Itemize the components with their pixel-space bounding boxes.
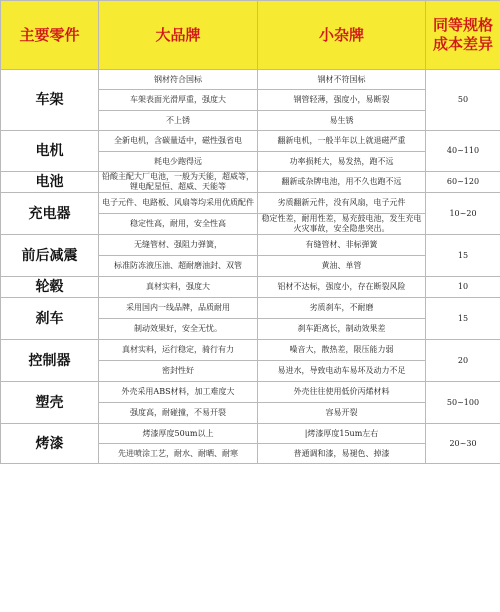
small-brand-cell: 刹车距离长，制动效果差: [258, 319, 426, 340]
part-name: 轮毂: [1, 277, 99, 298]
part-name: 控制器: [1, 340, 99, 382]
big-brand-cell: 密封性好: [99, 361, 258, 382]
small-brand-cell: 外壳往往使用低价丙烯材料: [258, 382, 426, 403]
table-row: [1, 424, 500, 444]
part-name: 电池: [1, 172, 99, 193]
small-brand-cell: 翻新电机，一般半年以上就退磁严重: [258, 131, 426, 152]
cost-diff-cell: 50~100: [426, 382, 500, 424]
cost-diff-cell: 10: [426, 277, 500, 298]
cost-diff-cell: 20: [426, 340, 500, 382]
big-brand-cell: 强度高，耐碰撞，不易开裂: [99, 403, 258, 424]
part-name: 塑壳: [1, 382, 99, 424]
small-brand-cell: 容易开裂: [258, 403, 426, 424]
table-row: [1, 172, 500, 193]
small-brand-cell: |烤漆厚度15um左右: [258, 424, 426, 444]
part-name: 前后减震: [1, 235, 99, 277]
cost-diff-cell: 10~20: [426, 193, 500, 235]
big-brand-cell: 标准防冻液压油、超耐磨油封、双管: [99, 256, 258, 277]
big-brand-cell: 车架表面光滑厚重，强度大: [99, 90, 258, 111]
cost-diff-cell: 60~120: [426, 172, 500, 193]
header-cost-difference: [426, 1, 500, 70]
big-brand-cell: 真材实料，强度大: [99, 277, 258, 298]
header-cost-line1: 同等规格: [432, 16, 493, 34]
header-small-brand: 小杂牌: [258, 1, 426, 70]
header-cost-line2: 成本差异: [432, 35, 493, 53]
table-row: [1, 298, 500, 319]
big-brand-cell: 不上锈: [99, 111, 258, 131]
header-main-parts: 主要零件: [1, 1, 99, 70]
big-brand-cell: 真材实料，运行稳定，骑行有力: [99, 340, 258, 361]
big-brand-cell: 铅酸主配大厂电池，一般为天能，超威等，锂电配星恒、超威、天能等: [99, 172, 258, 193]
small-brand-cell: 噪音大，散热差，限压能力弱: [258, 340, 426, 361]
table-row: [1, 235, 500, 256]
table-row: [1, 277, 500, 298]
big-brand-cell: 全新电机，含碳量适中，磁性强省电: [99, 131, 258, 152]
big-brand-cell: 制动效果好，安全无忧。: [99, 319, 258, 340]
small-brand-cell: 易生锈: [258, 111, 426, 131]
big-brand-cell: 钢材符合国标: [99, 70, 258, 90]
table-row: [1, 70, 500, 90]
big-brand-cell: 外壳采用ABS材料，加工难度大: [99, 382, 258, 403]
small-brand-cell: 铝材不达标，强度小，存在断裂风险: [258, 277, 426, 298]
table-row: [1, 340, 500, 361]
small-brand-cell: 翻新或杂牌电池，用不久也跑不远: [258, 172, 426, 193]
cost-diff-cell: 40~110: [426, 131, 500, 172]
big-brand-cell: 先进喷涂工艺，耐水、耐晒、耐寒: [99, 444, 258, 464]
big-brand-cell: 烤漆厚度50um以上: [99, 424, 258, 444]
small-brand-cell: 钢管轻薄，强度小，易断裂: [258, 90, 426, 111]
cost-diff-cell: 15: [426, 235, 500, 277]
small-brand-cell: 功率损耗大，易发热，跑不远: [258, 152, 426, 172]
table-row: [1, 382, 500, 403]
small-brand-cell: 稳定性差，耐用性差，易充鼓电池，发生充电火灾事故，安全隐患突出。: [258, 214, 426, 235]
cost-diff-cell: 50: [426, 70, 500, 131]
big-brand-cell: 无缝管材、强阻力弹簧，: [99, 235, 258, 256]
part-name: 电机: [1, 131, 99, 172]
big-brand-cell: 耗电少跑得远: [99, 152, 258, 172]
header-big-brand: 大品牌: [99, 1, 258, 70]
part-name: 刹车: [1, 298, 99, 340]
part-name: 烤漆: [1, 424, 99, 464]
small-brand-cell: 劣质刹车，不耐磨: [258, 298, 426, 319]
table-row: [1, 131, 500, 152]
big-brand-cell: 电子元件、电路板、风扇等均采用优质配件: [99, 193, 258, 214]
header-row: [1, 1, 500, 70]
big-brand-cell: 稳定性高，耐用，安全性高: [99, 214, 258, 235]
table-row: [1, 193, 500, 214]
part-name: 车架: [1, 70, 99, 131]
small-brand-cell: 钢材不符国标: [258, 70, 426, 90]
cost-diff-cell: 20~30: [426, 424, 500, 464]
cost-diff-cell: 15: [426, 298, 500, 340]
part-name: 充电器: [1, 193, 99, 235]
small-brand-cell: 易进水，导致电动车易坏及动力不足: [258, 361, 426, 382]
small-brand-cell: 有缝管材、非标弹簧: [258, 235, 426, 256]
small-brand-cell: 劣质翻新元件，没有风扇，电子元件: [258, 193, 426, 214]
small-brand-cell: 黄油、单管: [258, 256, 426, 277]
big-brand-cell: 采用国内一线品牌，品质耐用: [99, 298, 258, 319]
small-brand-cell: 普通调和漆，易褪色、掉漆: [258, 444, 426, 464]
